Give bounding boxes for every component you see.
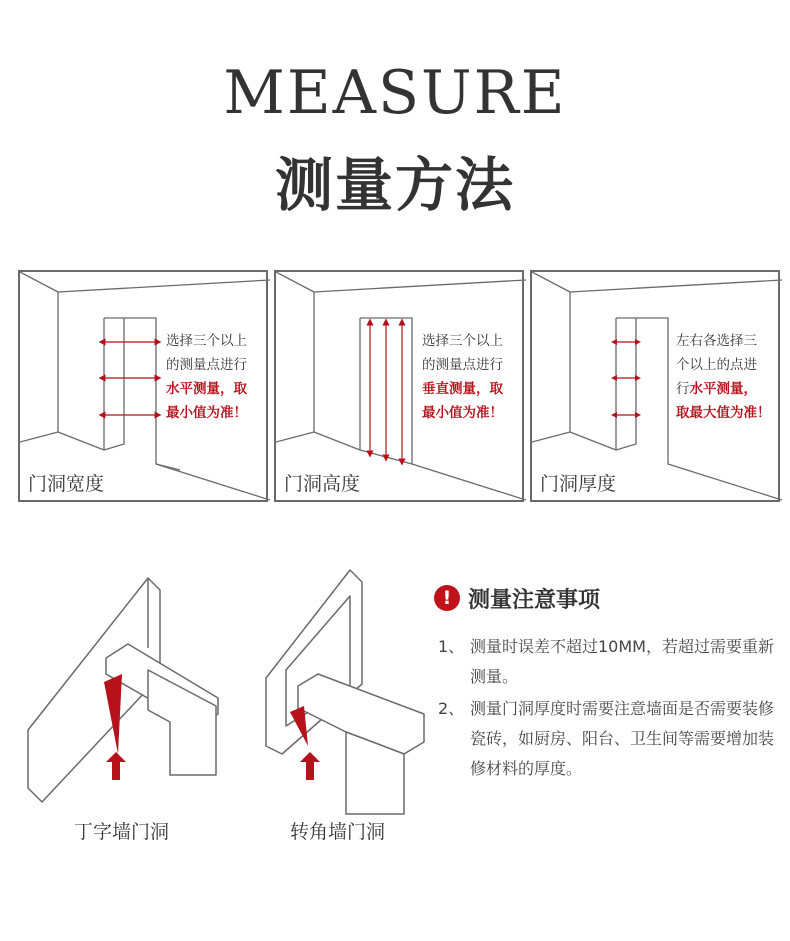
title-english: MEASURE — [223, 58, 567, 128]
t-wall-up-arrow-icon — [106, 752, 126, 780]
list-item: 2、 测量门洞厚度时需要注意墙面是否需要装修瓷砖，如厨房、阳台、卫生间等需要增加装修材料的厚度。 — [438, 699, 775, 778]
height-instructions: 选择三个以上 的测量点进行 垂直测量，取 最小值为准！ — [422, 333, 503, 421]
panel-door-thickness — [530, 270, 780, 502]
t-wall-diagram — [20, 570, 230, 810]
panel-label-height: 门洞高度 — [284, 473, 361, 495]
t-wall-label: 丁字墙门洞 — [74, 821, 170, 843]
panel-door-width — [18, 270, 268, 502]
panel-label-width: 门洞宽度 — [28, 473, 105, 495]
corner-wall-label: 转角墙门洞 — [290, 821, 386, 843]
corner-wall-up-arrow-icon — [300, 752, 320, 780]
notice-title: 测量注意事项 — [468, 587, 601, 613]
title-chinese: 测量方法 — [274, 151, 515, 219]
notice-header — [434, 582, 600, 614]
width-instructions: 选择三个以上 的测量点进行 水平测量，取 最小值为准！ — [166, 333, 247, 421]
notice-list — [438, 632, 788, 786]
panel-door-height — [274, 270, 524, 502]
panel-label-thickness: 门洞厚度 — [540, 473, 617, 495]
corner-wall-diagram — [258, 566, 438, 816]
thickness-instructions: 左右各选择三 个以上的点进 行水平测量， 取最大值为准！ — [676, 333, 771, 421]
list-item: 1、 测量时误差不超过10MM，若超过需要重新测量。 — [438, 637, 774, 686]
exclamation-icon: ! — [434, 585, 460, 611]
